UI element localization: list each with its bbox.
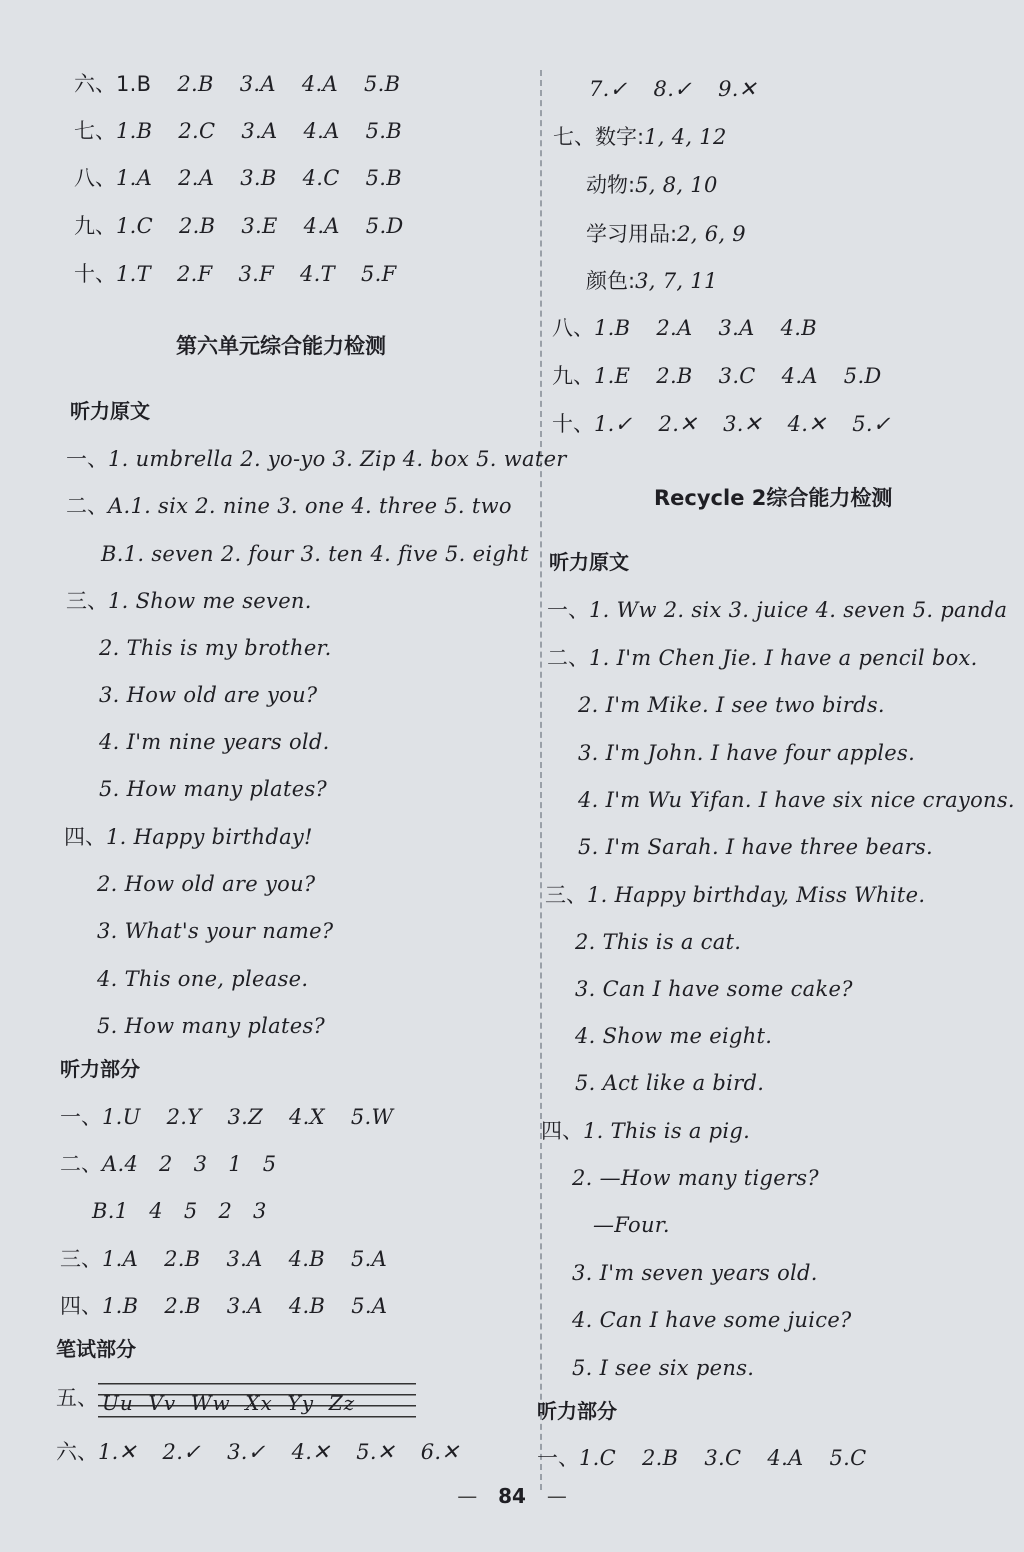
- handwriting-lines: [98, 1380, 416, 1418]
- row-label: 一、: [537, 1446, 579, 1470]
- answer-item: 9.✕: [718, 77, 757, 101]
- r-section-3-line-4: 4. Show me eight.: [575, 1024, 773, 1048]
- l-section-3-line-4: 4. I'm nine years old.: [99, 730, 330, 754]
- answer-row-6: [74, 70, 426, 98]
- answer-item: 5.D: [843, 364, 882, 388]
- r-section-4-line-2: 2. —How many tigers?: [572, 1166, 819, 1190]
- r-section-10: [552, 410, 917, 438]
- row-text: A.4 2 3 1 5: [102, 1152, 277, 1176]
- row-label: 三、: [545, 883, 587, 907]
- row-label: 三、: [66, 589, 108, 613]
- group-name: 颜色:: [586, 269, 636, 293]
- answer-item: 5.✓: [852, 412, 891, 436]
- row-label: 六、: [56, 1440, 98, 1464]
- r-section-7-group-4: [586, 267, 718, 295]
- answer-row-7: [74, 117, 428, 145]
- answer-item: 2.B: [164, 1294, 201, 1318]
- answer-row-10: [74, 260, 422, 288]
- answer-item: 5.F: [360, 262, 397, 286]
- row-label: 四、: [60, 1294, 102, 1318]
- lp-section-3: [60, 1245, 413, 1273]
- row-label: 二、: [60, 1152, 102, 1176]
- r-section-2-line-5: 5. I'm Sarah. I have three bears.: [578, 835, 934, 859]
- answer-item: 1.A: [102, 1247, 139, 1271]
- written-part-label: 笔试部分: [56, 1337, 136, 1361]
- r-section-1: [547, 596, 1007, 624]
- answer-item: 4.B: [780, 316, 817, 340]
- answer-item: 5.B: [365, 166, 402, 190]
- group-values: 5, 8, 10: [635, 173, 718, 197]
- answer-item: 4.A: [301, 72, 338, 96]
- group-values: 2, 6, 9: [677, 222, 746, 246]
- answer-item: 3.Z: [227, 1105, 263, 1129]
- answer-item: 2.C: [178, 119, 216, 143]
- r-section-4-line-3: —Four.: [593, 1213, 670, 1237]
- r-section-2-line-4: 4. I'm Wu Yifan. I have six nice crayons.: [578, 788, 1015, 812]
- r-section-4-line-5: 4. Can I have some juice?: [572, 1308, 852, 1332]
- answer-item: 5.W: [350, 1105, 394, 1129]
- listening-text-label: 听力原文: [70, 399, 150, 423]
- r-section-7-group-3: [586, 220, 746, 248]
- answer-item: 4.A: [781, 364, 818, 388]
- answer-item: 4.C: [302, 166, 340, 190]
- page-number-value: 84: [498, 1484, 526, 1508]
- row-label: 四、: [64, 825, 106, 849]
- row-text: 1. I'm Chen Jie. I have a pencil box.: [589, 646, 978, 670]
- answer-item: 3.A: [226, 1247, 263, 1271]
- l-section-1: [66, 445, 567, 473]
- group-name: 数字:: [595, 125, 645, 149]
- group-values: 1, 4, 12: [644, 125, 727, 149]
- page-dash-left: —: [457, 1484, 478, 1508]
- answer-item: 4.X: [288, 1105, 325, 1129]
- column-divider: [540, 70, 542, 1490]
- wp-section-6: [56, 1438, 485, 1466]
- answer-item: 4.✕: [787, 412, 827, 436]
- answer-item: 4.T: [299, 262, 335, 286]
- answer-item: 6.✕: [420, 1440, 460, 1464]
- answer-item: 3.C: [718, 364, 756, 388]
- answer-item: 1.A: [116, 166, 153, 190]
- answer-item: 2.A: [178, 166, 215, 190]
- r-listening-text-label: 听力原文: [549, 550, 629, 574]
- answer-item: 1.C: [579, 1446, 617, 1470]
- row-text: A.1. six 2. nine 3. one 4. three 5. two: [108, 494, 512, 518]
- r-section-2-line-2: 2. I'm Mike. I see two birds.: [578, 693, 885, 717]
- answer-item: 4.B: [288, 1294, 326, 1318]
- answer-item: 1.B: [102, 1294, 139, 1318]
- row-label: 九、: [74, 214, 116, 238]
- answer-item: 4.B: [288, 1247, 325, 1271]
- row-text: 1. This is a pig.: [583, 1119, 751, 1143]
- answer-item: 3.A: [239, 72, 276, 96]
- answer-item: 5.A: [351, 1294, 388, 1318]
- answer-item: 5.B: [363, 72, 401, 96]
- answer-item: 3.A: [241, 119, 278, 143]
- row-label: 二、: [66, 494, 108, 518]
- row-label: 一、: [547, 598, 589, 622]
- l-section-4-line-2: 2. How old are you?: [97, 872, 316, 896]
- l-section-3-line-3: 3. How old are you?: [99, 683, 318, 707]
- r-section-4-line-6: 5. I see six pens.: [572, 1356, 755, 1380]
- page-dash-right: —: [546, 1484, 567, 1508]
- unit-6-title: 第六单元综合能力检测: [176, 334, 386, 358]
- row-label: 九、: [552, 364, 594, 388]
- r-section-4-line-4: 3. I'm seven years old.: [572, 1261, 818, 1285]
- r-section-3-line-5: 5. Act like a bird.: [575, 1071, 765, 1095]
- answer-item: 1.B: [116, 119, 153, 143]
- l-section-3-line-1: [66, 587, 312, 615]
- row-label: 十、: [552, 412, 594, 436]
- r-section-4-line-1: [541, 1117, 750, 1145]
- l-section-4-line-1: [64, 823, 313, 851]
- answer-item: 5.C: [829, 1446, 867, 1470]
- answer-item: 1.T: [116, 262, 151, 286]
- answer-item: 3.A: [226, 1294, 263, 1318]
- row-text: 1. Show me seven.: [108, 589, 312, 613]
- row-text: 1. umbrella 2. yo-yo 3. Zip 4. box 5. water: [108, 447, 567, 471]
- row-text: 1. Happy birthday!: [106, 825, 313, 849]
- answer-item: 5.A: [350, 1247, 388, 1271]
- l-section-2a: [66, 492, 512, 520]
- answer-item: 2.F: [176, 262, 213, 286]
- answer-item: 8.✓: [653, 77, 693, 101]
- answer-item: 3.✕: [723, 412, 762, 436]
- answer-item: 1.B: [594, 316, 631, 340]
- answer-item: 3.A: [718, 316, 755, 340]
- answer-item: 2.B: [656, 364, 693, 388]
- l-section-3-line-2: 2. This is my brother.: [99, 636, 332, 660]
- answer-item: 4.✕: [291, 1440, 331, 1464]
- answer-item: 4.A: [767, 1446, 804, 1470]
- row-label: 三、: [60, 1247, 102, 1271]
- answer-item: 3.✓: [227, 1440, 266, 1464]
- group-name: 学习用品:: [586, 222, 678, 246]
- l-section-3-line-5: 5. How many plates?: [99, 777, 328, 801]
- r-lp-section-1: [537, 1444, 893, 1472]
- answer-item: 1.B: [116, 72, 152, 96]
- answer-item: 4.A: [303, 119, 340, 143]
- handwriting-text: Uu Vv Ww Xx Yy Zz: [102, 1391, 356, 1415]
- answer-item: 2.B: [164, 1247, 201, 1271]
- r-listening-part-label: 听力部分: [537, 1399, 617, 1423]
- answer-item: 7.✓: [589, 77, 628, 101]
- row-label: 一、: [66, 447, 108, 471]
- answer-item: 3.C: [704, 1446, 742, 1470]
- row-text: 1. Happy birthday, Miss White.: [587, 883, 926, 907]
- l-section-4-line-3: 3. What's your name?: [97, 919, 334, 943]
- r-section-7-group-2: [586, 171, 718, 199]
- lp-section-2b: B.1 4 5 2 3: [92, 1199, 267, 1223]
- answer-row-8: [74, 164, 428, 192]
- row-label: 一、: [60, 1105, 102, 1129]
- wp-section-5: [56, 1378, 416, 1418]
- row-label: 七、: [74, 119, 116, 143]
- row-label: 二、: [547, 646, 589, 670]
- answer-item: 2.B: [642, 1446, 679, 1470]
- answer-item: 5.B: [365, 119, 402, 143]
- r-section-2-line-1: [547, 644, 978, 672]
- lp-section-2a: [60, 1150, 276, 1178]
- row-label: 四、: [541, 1119, 583, 1143]
- answer-item: 5.✕: [356, 1440, 395, 1464]
- r-section-3-line-1: [545, 881, 925, 909]
- answer-item: 1.U: [102, 1105, 141, 1129]
- row-label: 八、: [74, 166, 116, 190]
- row-label: 十、: [74, 262, 116, 286]
- answer-item: 2.B: [179, 214, 216, 238]
- row-label: 七、: [553, 125, 595, 149]
- answer-item: 1.E: [594, 364, 631, 388]
- row-text: 1. Ww 2. six 3. juice 4. seven 5. panda: [589, 598, 1008, 622]
- answer-item: 1.C: [116, 214, 154, 238]
- listening-part-label: 听力部分: [60, 1057, 140, 1081]
- answer-item: 5.D: [365, 214, 404, 238]
- l-section-4-line-5: 5. How many plates?: [97, 1014, 326, 1038]
- lp-section-1: [60, 1103, 419, 1131]
- r-section-2-line-3: 3. I'm John. I have four apples.: [578, 741, 916, 765]
- answer-row-9: [74, 212, 430, 240]
- answer-item: 3.B: [240, 166, 277, 190]
- group-name: 动物:: [586, 173, 636, 197]
- r-section-7-group-1: [553, 123, 727, 151]
- answer-item: 2.B: [177, 72, 214, 96]
- answer-item: 2.Y: [166, 1105, 202, 1129]
- answer-item: 2.A: [656, 316, 693, 340]
- answer-item: 3.E: [241, 214, 278, 238]
- l-section-4-line-4: 4. This one, please.: [97, 967, 309, 991]
- l-section-2b: B.1. seven 2. four 3. ten 4. five 5. eight: [101, 542, 529, 566]
- r-section-3-line-2: 2. This is a cat.: [575, 930, 742, 954]
- answer-item: 2.✕: [658, 412, 698, 436]
- row-label: 八、: [552, 316, 594, 340]
- answer-item: 1.✕: [98, 1440, 137, 1464]
- r-section-8: [552, 314, 843, 342]
- answer-item: 3.F: [238, 262, 274, 286]
- lp-section-4: [60, 1292, 413, 1320]
- answer-item: 2.✓: [162, 1440, 202, 1464]
- answer-item: 1.✓: [594, 412, 633, 436]
- row-label: 五、: [56, 1386, 98, 1410]
- r-section-3-line-3: 3. Can I have some cake?: [575, 977, 853, 1001]
- row-label: 六、: [74, 72, 116, 96]
- r-section-9: [552, 362, 908, 390]
- group-values: 3, 7, 11: [635, 269, 718, 293]
- r-top-line: [589, 75, 783, 103]
- recycle-2-title: Recycle 2综合能力检测: [654, 486, 893, 510]
- page-number: [0, 1484, 1024, 1508]
- answer-item: 4.A: [303, 214, 340, 238]
